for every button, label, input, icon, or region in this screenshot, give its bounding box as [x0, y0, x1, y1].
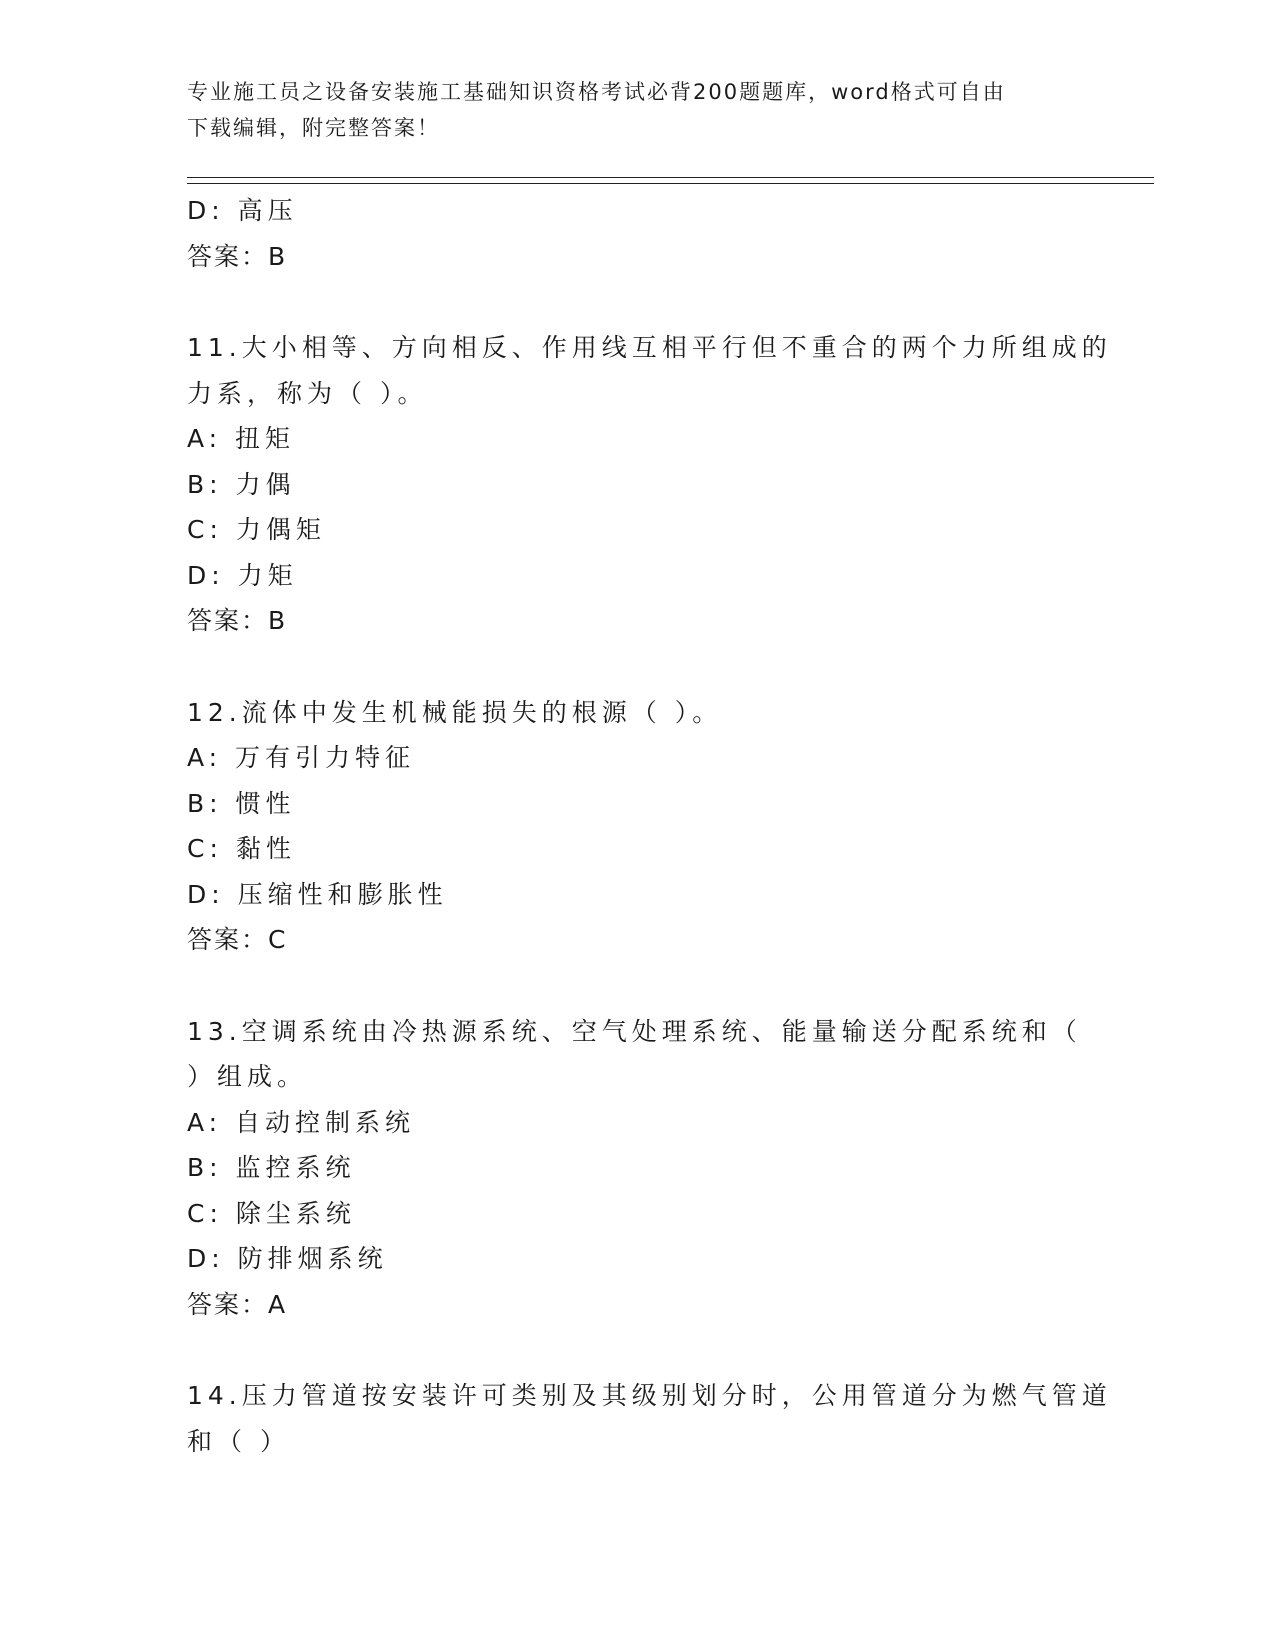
spacer: [187, 644, 1087, 690]
option-d: D: 力矩: [187, 560, 298, 590]
option-d: D: 防排烟系统: [187, 1244, 388, 1273]
header-line-1: 专业施工员之设备安装施工基础知识资格考试必背200题题库，word格式可自由: [187, 80, 1006, 104]
question-text: 11.大小相等、方向相反、作用线互相平行但不重合的两个力所组成的: [187, 333, 1112, 362]
answer: 答案：B: [187, 606, 288, 635]
question-text: 14.压力管道按安装许可类别及其级别划分时，公用管道分为燃气管道: [187, 1381, 1112, 1410]
question-13: [187, 1009, 1087, 1328]
document-header: [187, 74, 1067, 146]
option-c: C: 除尘系统: [187, 1198, 356, 1228]
question-text: ）组成。: [187, 1062, 308, 1091]
question-text: 和（ ）: [187, 1426, 290, 1456]
option-a: A: 自动控制系统: [187, 1107, 416, 1137]
header-rule-bottom: [187, 183, 1154, 184]
answer: 答案：A: [187, 1289, 288, 1319]
document-body: [187, 188, 1112, 1464]
option-a: A: 扭矩: [187, 424, 296, 453]
spacer: [187, 1327, 1087, 1373]
question-12: [187, 690, 1087, 963]
spacer: [187, 279, 1087, 325]
option-a: A: 万有引力特征: [187, 743, 416, 772]
option-b: B: 监控系统: [187, 1153, 356, 1182]
option-c: C: 黏性: [187, 834, 296, 863]
spacer: [187, 963, 1087, 1009]
answer: 答案：C: [187, 925, 288, 954]
option-d: D: 高压: [187, 196, 298, 225]
question-text: 力系，称为（ ）。: [187, 378, 428, 408]
answer: 答案：B: [187, 241, 288, 271]
question-14: [187, 1373, 1112, 1464]
option-c: C: 力偶矩: [187, 515, 326, 544]
option-d: D: 压缩性和膨胀性: [187, 879, 448, 909]
question-text: 13.空调系统由冷热源系统、空气处理系统、能量输送分配系统和（: [187, 1016, 1082, 1046]
option-b: B: 惯性: [187, 788, 296, 818]
option-b: B: 力偶: [187, 469, 296, 499]
question-text: 12.流体中发生机械能损失的根源（ ）。: [187, 697, 723, 727]
question-11: [187, 325, 1112, 644]
header-line-2: 下载编辑，附完整答案！: [187, 116, 440, 140]
header-rule-top: [187, 177, 1154, 178]
